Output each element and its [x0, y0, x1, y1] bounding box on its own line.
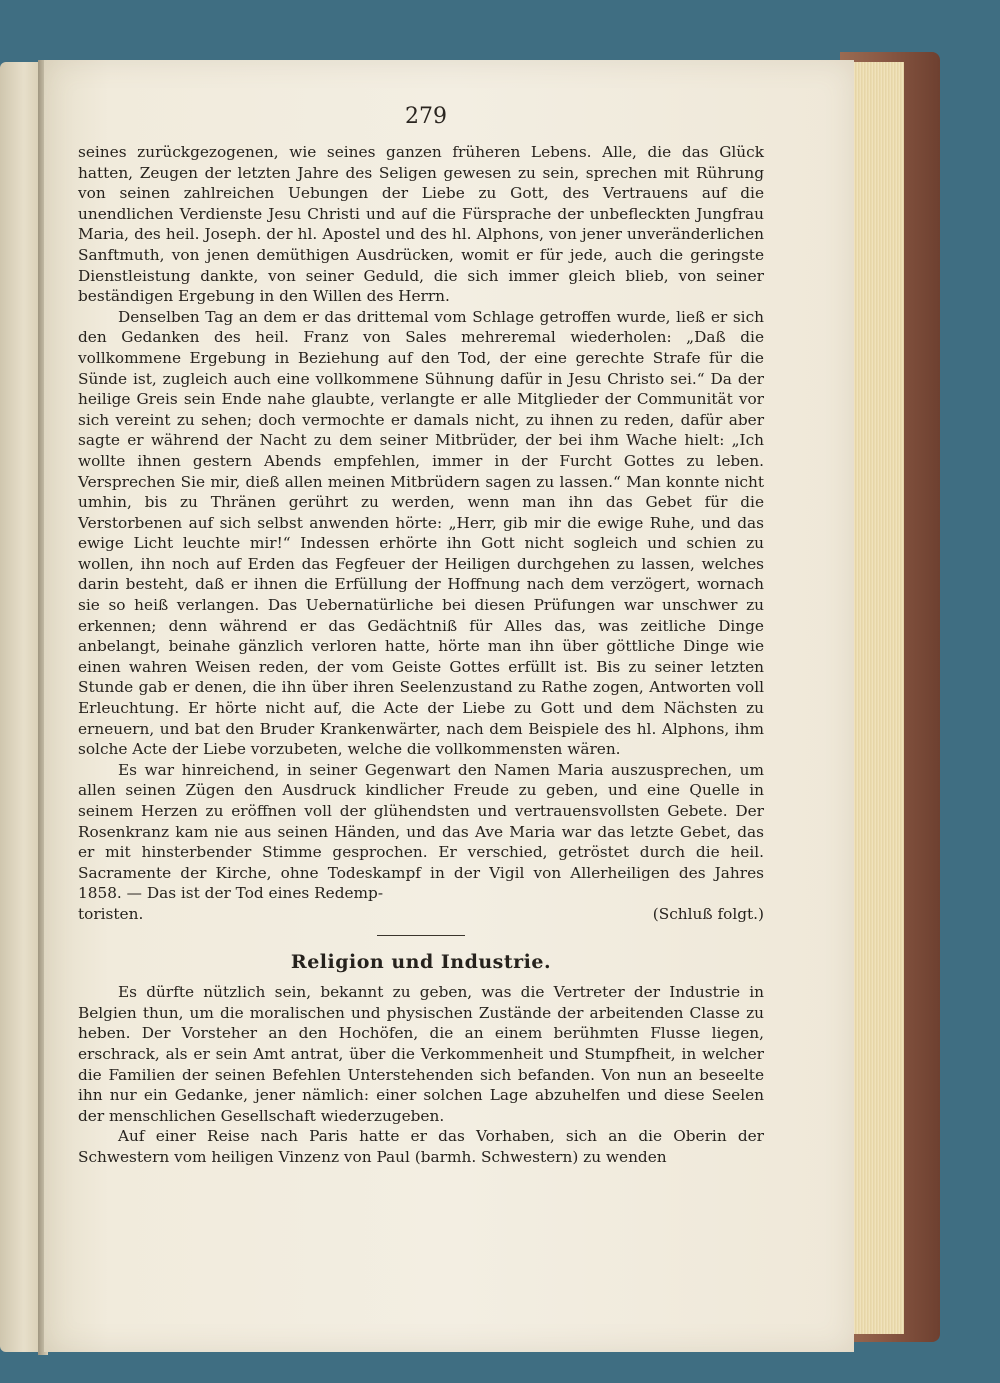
paragraph-3: Es war hinreichend, in seiner Gegenwart den Namen Maria auszusprechen, um allen seinen Zügen den Ausdruck kindlicher Freude zu geben, und eine Quelle in seinem Herzen zu eröffnen voll der glühendsten und vertrauensvollsten Gebete. Der Rosenkranz kam nie aus seinen Händen, und das Ave Maria war das letzte Gebet, das er mit hinsterbender Stimme gesprochen. Er verschied, getröstet durch die heil. Sacramente der Kirche, ohne Todeskampf in der Vigil von Allerheiligen des Jahres 1858. — Das ist der Tod eines Redemp-: [78, 760, 764, 903]
book-left-edge: [0, 62, 40, 1352]
paragraph-1: seines zurückgezogenen, wie seines ganzen früheren Lebens. Alle, die das Glück hatten, Zeugen der letzten Jahre des Seligen gewesen zu sein, sprechen mit Rührung von seinen zahlreichen Uebungen der Liebe zu Gott, des Vertrauens auf die unendlichen Verdienste Jesu Christi und auf die Fürsprache der unbefleckten Jungfrau Maria, des heil. Joseph. der hl. Apostel und des hl. Alphons, von jener unveränderlichen Sanftmuth, von jenen demüthigen Ausdrücken, womit er für jede, auch die geringste Dienstleistung dankte, von seiner Geduld, die sich immer gleich blieb, von seiner beständigen Ergebung in den Willen des Herrn.: [78, 143, 764, 306]
closing-line: [78, 904, 764, 925]
continuation-note: (Schluß folgt.): [652, 904, 764, 923]
paragraph-4: Es dürfte nützlich sein, bekannt zu geben, was die Vertreter der Industrie in Belgien thun, um die moralischen und physischen Zustände der arbeitenden Classe zu heben. Der Vorsteher an den Hochöfen, die an einem berühmten Flusse liegen, erschrack, als er sein Amt antrat, über die Verkommenheit und Stumpfheit, in welcher die Familien der seinen Befehlen Unterstehenden sich befanden. Von nun an beseelte ihn nur ein Gedanke, jener nämlich: einer solchen Lage abzuhelfen und diese Seelen der menschlichen Gesellschaft wiederzugeben.: [78, 983, 764, 1125]
text-block: [78, 142, 764, 1168]
paragraph-5: Auf einer Reise nach Paris hatte er das Vorhaben, sich an die Oberin der Schwestern vom heiligen Vinzenz von Paul (barmh. Schwestern) zu wenden: [78, 1127, 764, 1166]
page-number: 279: [405, 104, 447, 129]
closing-word: toristen.: [78, 904, 144, 923]
paragraph-2: Denselben Tag an dem er das drittemal vom Schlage getroffen wurde, ließ er sich den Gedanken des heil. Franz von Sales mehreremal wiederholen: „Daß die vollkommene Ergebung in Beziehung auf den Tod, der eine gerechte Strafe für die Sünde ist, zugleich auch eine vollkommene Sühnung dafür in Jesu Christo sei.“ Da der heilige Greis sein Ende nahe glaubte, verlangte er alle Mitglieder der Communität vor sich vereint zu sehen; doch vermochte er damals nicht, zu ihnen zu reden, dafür aber sagte er während der Nacht zu dem seiner Mitbrüder, der bei ihm Wache hielt: „Ich wollte ihnen gestern Abends empfehlen, immer in der Furcht Gottes zu leben. Versprechen Sie mir, dieß allen meinen Mitbrüdern sagen zu lassen.“ Man konnte nicht umhin, bis zu Thränen gerührt zu werden, wenn man ihn das Gebet für die Verstorbenen auf sich selbst anwenden hörte: „Herr, gib mir die ewige Ruhe, und das ewige Licht leuchte mir!“ Indessen erhörte ihn Gott nicht sogleich und schien zu wollen, ihn noch auf Erden das Fegfeuer der Heiligen durchgehen zu lassen, welches darin besteht, daß er ihnen die Erfüllung der Hoffnung nach dem verzögert, wornach sie so heiß verlangen. Das Uebernatürliche bei diesen Prüfungen war unschwer zu erkennen; denn während er das Gedächtniß für Alles das, was zeitliche Dinge anbelangt, beinahe gänzlich verloren hatte, hörte man ihn über göttliche Dinge wie einen wahren Weisen reden, der vom Geiste Gottes erfüllt ist. Bis zu seiner letzten Stunde gab er denen, die ihn über ihren Seelenzustand zu Rathe zogen, Antworten voll Erleuchtung. Er hörte nicht auf, die Acte der Liebe zu Gott und dem Nächsten zu erneuern, und bat den Bruder Krankenwärter, nach dem Beispiele des hl. Alphons, ihm solche Acte der Liebe vorzubeten, welche die vollkommensten wären.: [78, 307, 764, 759]
page-stack-edge: [850, 62, 904, 1334]
section-title: Religion und Industrie.: [290, 950, 552, 973]
separator-rule: [377, 935, 465, 936]
